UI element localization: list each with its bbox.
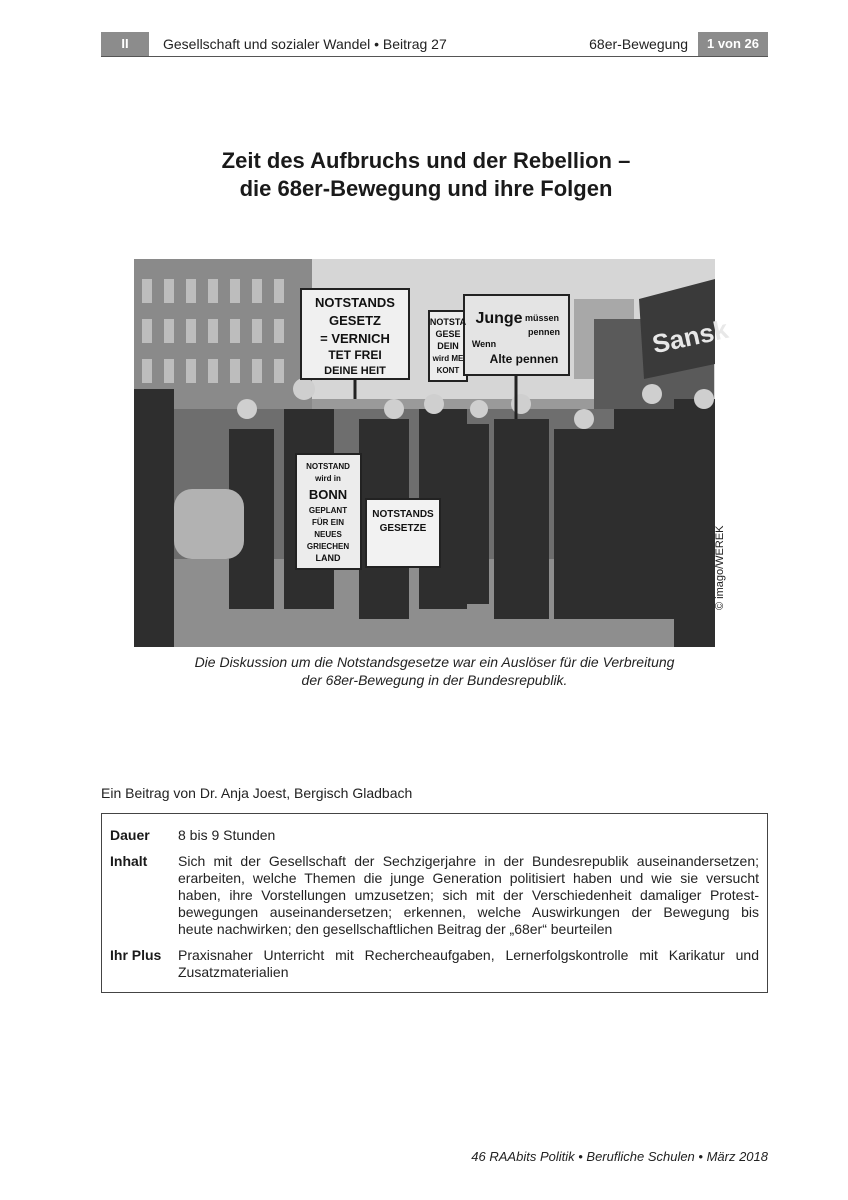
photo-caption xyxy=(101,653,768,689)
sign3-line3: pennen xyxy=(527,327,561,337)
sign2-line2: GESE xyxy=(435,329,461,339)
sign1-line2: GESETZ xyxy=(328,313,382,328)
sign3-line2: müssen xyxy=(524,313,560,323)
sign4-line3: BONN xyxy=(308,487,348,502)
page-title xyxy=(101,147,751,203)
section-badge: II xyxy=(101,32,149,56)
sign4-line1: NOTSTAND xyxy=(306,462,350,471)
sign1-line3: = VERNICH xyxy=(320,331,390,346)
inhalt-line-3: haben, ihre Vorstellungen umzusetzen; sich mit der Verschiedenheit damaliger Protest- xyxy=(178,887,759,903)
sign2-line1: NOTSTA xyxy=(429,317,467,327)
sign2-line4: wird ME xyxy=(432,354,464,363)
dauer-label: Dauer xyxy=(110,827,150,843)
sign5-line2: GESETZE xyxy=(379,523,427,534)
sign4-line4: GEPLANT xyxy=(308,506,348,515)
plus-value xyxy=(178,947,759,981)
inhalt-line-4: bewegungen auseinandersetzen; erkennen, welche Auswirkungen der Bewegung bis xyxy=(178,904,759,920)
sign5-line1: NOTSTANDS xyxy=(372,509,434,520)
photo-credit: © imago/WEREK xyxy=(714,525,726,610)
sign3-line5: Alte pennen xyxy=(489,352,559,366)
sign1-line1: NOTSTANDS xyxy=(315,295,395,310)
topic-label: 68er-Bewegung xyxy=(589,36,688,52)
sign4-line2: wird in xyxy=(315,474,341,483)
sign4-line6: NEUES xyxy=(314,530,342,539)
sign1-line5: DEINE HEIT xyxy=(324,365,386,377)
plus-line-2: Zusatzmaterialien xyxy=(178,964,289,980)
author-line: Ein Beitrag von Dr. Anja Joest, Bergisch Gladbach xyxy=(101,785,413,801)
sign3-line1: Junge xyxy=(475,310,523,327)
series-info: Gesellschaft und sozialer Wandel • Beitrag 27 xyxy=(163,36,447,52)
plus-label: Ihr Plus xyxy=(110,947,162,963)
caption-line-2: der 68er-Bewegung in der Bundesrepublik. xyxy=(301,672,568,688)
dauer-value xyxy=(178,827,759,844)
sign4-line7: GRIECHEN xyxy=(306,542,350,551)
title-line-2: die 68er-Bewegung und ihre Folgen xyxy=(239,176,613,201)
dauer-value-text: 8 bis 9 Stunden xyxy=(178,827,276,843)
inhalt-line-2: erarbeiten, welche Themen die junge Generation politisiert haben und wie sie versucht xyxy=(178,870,759,886)
caption-line-1: Die Diskussion um die Notstandsgesetze war ein Auslöser für die Verbreitung xyxy=(194,654,675,670)
sign4-line5: FÜR EIN xyxy=(312,518,344,527)
page-counter: 1 von 26 xyxy=(698,32,768,56)
sign3-line4: Wenn xyxy=(471,339,497,349)
inhalt-value xyxy=(178,853,759,938)
inhalt-label: Inhalt xyxy=(110,853,148,869)
inhalt-line-1: Sich mit der Gesellschaft der Sechzigerjahre in der Bundesrepublik auseinandersetzen; xyxy=(178,853,759,869)
sign4-line8: LAND xyxy=(315,553,341,563)
plus-line-1: Praxisnaher Unterricht mit Rechercheaufgaben, Lernerfolgskontrolle mit Karikatur und xyxy=(178,947,759,963)
sign2-line5: KONT xyxy=(436,366,460,375)
sign1-line4: TET FREI xyxy=(328,348,382,362)
inhalt-line-5: heute nachwirken; den gesellschaftlichen Beitrag der „68er“ beurteilen xyxy=(178,921,613,937)
info-box xyxy=(101,813,768,993)
sign2-line3: DEIN xyxy=(437,341,459,351)
banner-text: Sansk xyxy=(649,313,731,360)
page-header xyxy=(101,32,768,57)
page-footer: 46 RAAbits Politik • Berufliche Schulen • März 2018 xyxy=(471,1149,768,1164)
title-line-1: Zeit des Aufbruchs und der Rebellion – xyxy=(221,148,631,173)
